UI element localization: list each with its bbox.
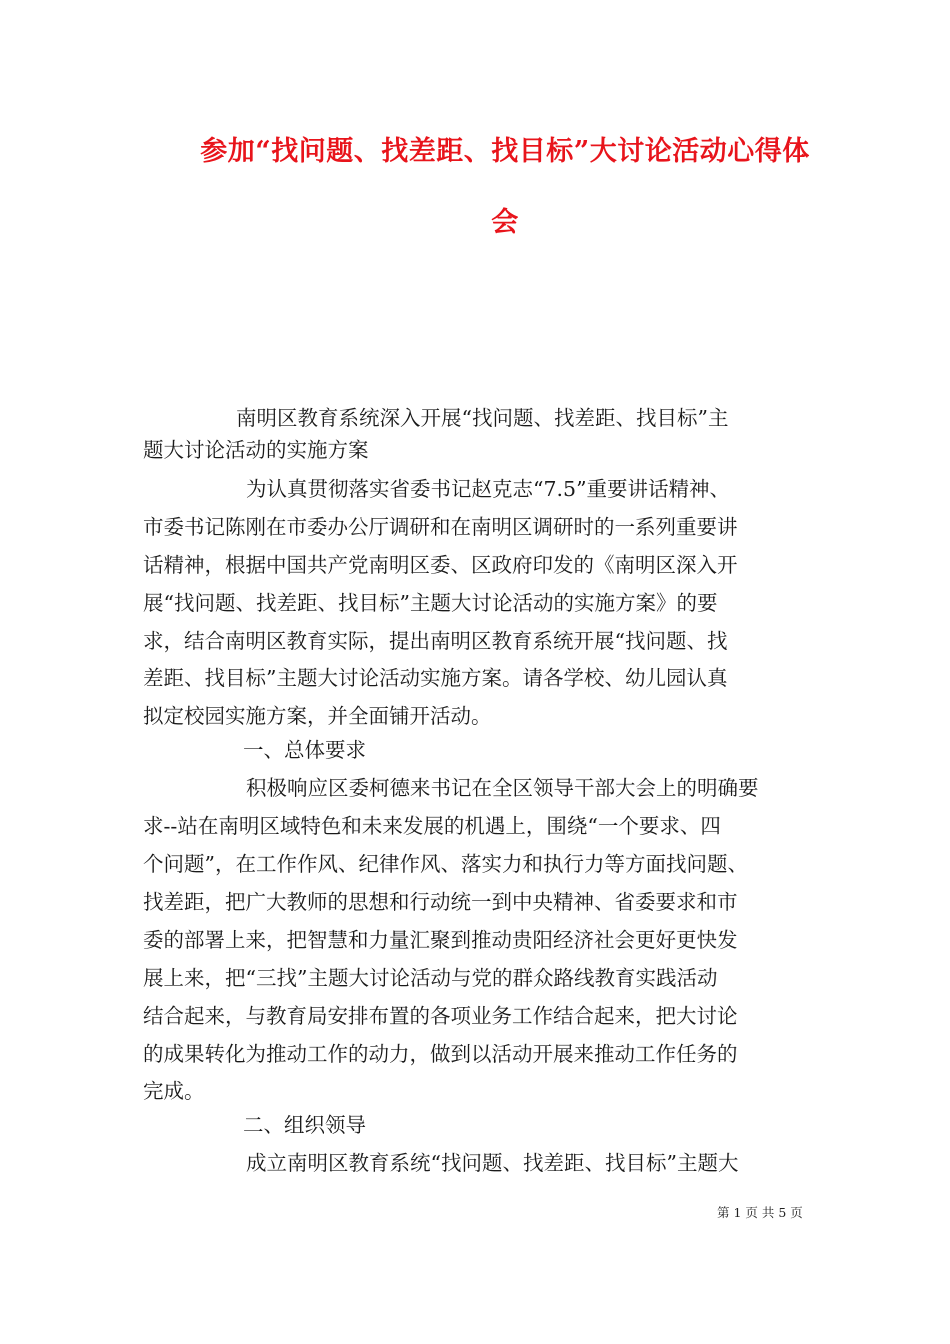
body-line: 结合起来，与教育局安排布置的各项业务工作结合起来，把大讨论 (143, 1004, 738, 1028)
body-line: 委的部署上来，把智慧和力量汇聚到推动贵阳经济社会更好更快发 (143, 928, 738, 952)
body-line: 找差距，把广大教师的思想和行动统一到中央精神、省委要求和市 (143, 890, 738, 914)
body-line: 拟定校园实施方案，并全面铺开活动。 (143, 704, 492, 728)
body-line: 为认真贯彻落实省委书记赵克志“7.5”重要讲话精神、 (246, 477, 731, 501)
body-line: 完成。 (143, 1079, 205, 1103)
body-line: 展上来，把“三找”主题大讨论活动与党的群众路线教育实践活动 (143, 966, 718, 990)
body-line: 市委书记陈刚在市委办公厅调研和在南明区调研时的一系列重要讲 (143, 515, 738, 539)
page-number-footer: 第 1 页 共 5 页 (717, 1205, 803, 1220)
body-line: 成立南明区教育系统“找问题、找差距、找目标”主题大 (246, 1151, 739, 1175)
body-line: 南明区教育系统深入开展“找问题、找差距、找目标”主 (236, 406, 729, 430)
body-line: 的成果转化为推动工作的动力，做到以活动开展来推动工作任务的 (143, 1042, 738, 1066)
body-line: 个问题”，在工作作风、纪律作风、落实力和执行力等方面找问题、 (143, 852, 748, 876)
body-line: 积极响应区委柯德来书记在全区领导干部大会上的明确要 (246, 776, 759, 800)
body-line: 求，结合南明区教育实际，提出南明区教育系统开展“找问题、找 (143, 629, 728, 653)
document-title-line1: 参加“找问题、找差距、找目标”大讨论活动心得体 (200, 136, 810, 167)
body-line: 题大讨论活动的实施方案 (143, 438, 369, 462)
body-line: 展“找问题、找差距、找目标”主题大讨论活动的实施方案》的要 (143, 591, 718, 615)
body-line: 求--站在南明区域特色和未来发展的机遇上，围绕“一个要求、四 (143, 814, 721, 838)
section-heading: 一、总体要求 (243, 738, 366, 762)
body-line: 话精神，根据中国共产党南明区委、区政府印发的《南明区深入开 (143, 553, 738, 577)
section-heading: 二、组织领导 (243, 1113, 366, 1137)
body-line: 差距、找目标”主题大讨论活动实施方案。请各学校、幼儿园认真 (143, 666, 728, 690)
document-title-line2: 会 (491, 207, 519, 238)
